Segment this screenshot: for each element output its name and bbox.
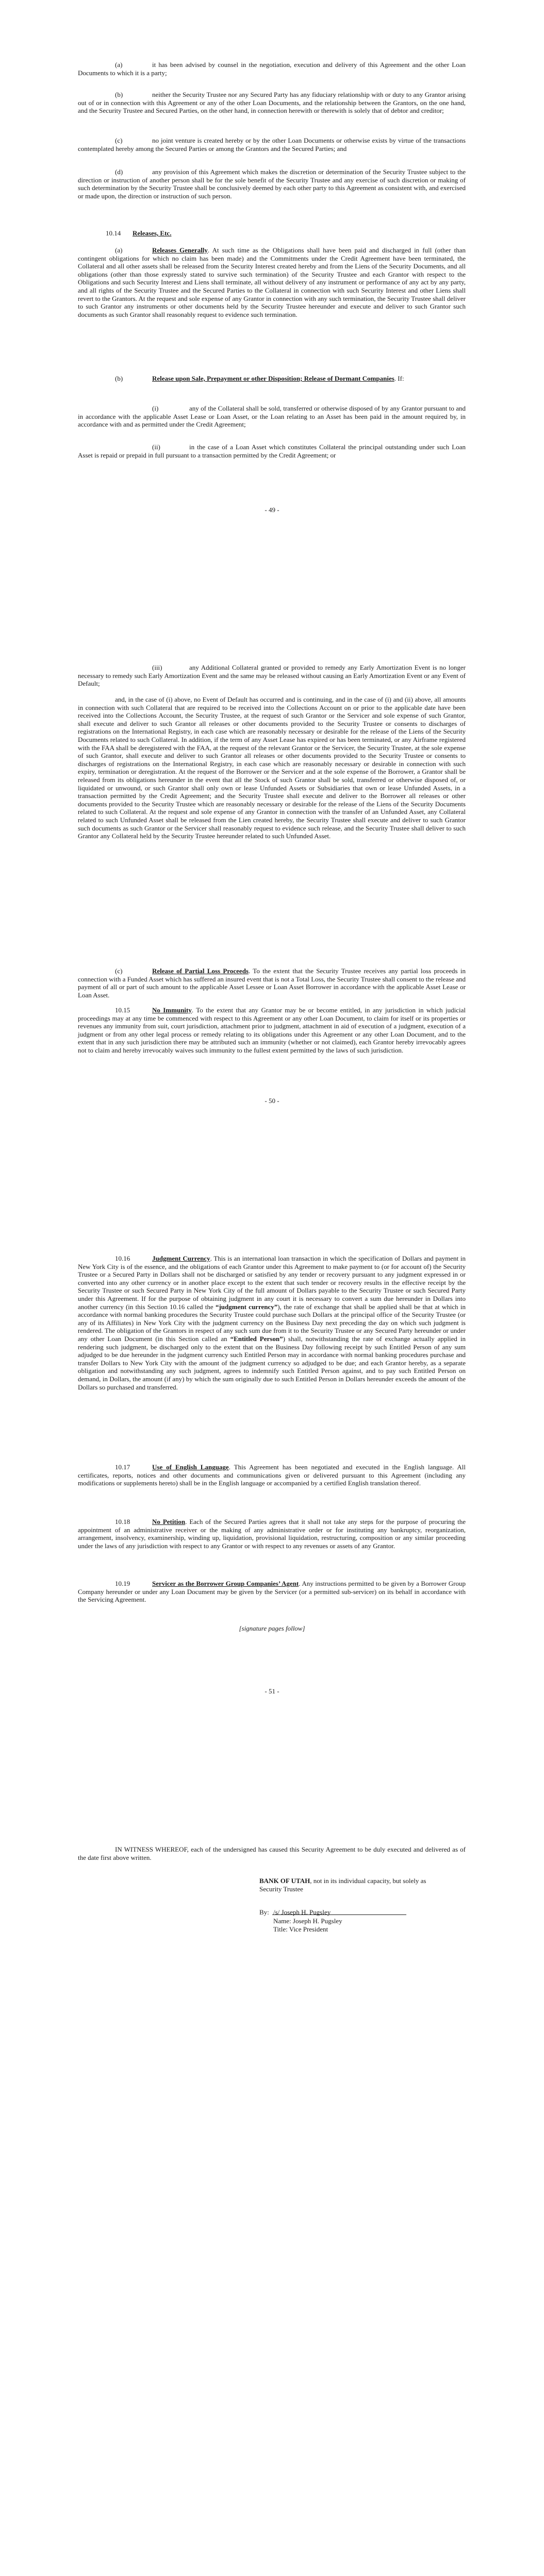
paragraph-text: ), the rate of exchange that shall be applied shall be that at which in accordance with normal banking procedures the Security Trustee could purchase such Dollars at the principal office of the Security Trustee (or any of its Affiliates) in New York City with the judgment currency on the Business Day next preceding the day on which such judgment is rendered. The obligation of the Grantors in respect of any such sum due from it to the Security Trustee or any Secured Party hereunder or under any other Loan Document (in this Section called an (78, 1302, 466, 1343)
defined-term: “judgment currency” (215, 1302, 278, 1311)
paragraph-text: . Any instructions permitted to be given by a Borrower Group Company hereunder or under any Loan Document may be given by the Servicer (or a permitted sub-servicer) on its behalf in accordance with the Servicing Agreement. (78, 1580, 466, 1604)
paragraph-title: Releases Generally (152, 246, 208, 254)
section-number: 10.18 (115, 1518, 130, 1526)
paragraph-text: . To the extent that any Grantor may be or become entitled, in any jurisdiction in which judicial proceedings may at any time be commenced with respect to this Agreement or any other Loan Document, to claim for itself or its properties or revenues any immunity from suit, court jurisdiction, attachment prior to judgment, attachment in aid of execution of a judgment, execution of a judgment or from any other legal process or remedy relating to its obligations under this Agreement or any other Loan Document, and to the extent that in any such jurisdiction there may be attributed such an immunity (whether or not claimed), each Grantor hereby irrevocably agrees not to claim and hereby irrevocably waives such immunity to the fullest extent permitted by the laws of such jurisdiction. (78, 1006, 466, 1054)
paragraph-title: Release of Partial Loss Proceeds (152, 967, 249, 975)
paragraph-label: (b) (115, 91, 123, 98)
paragraph-text: no joint venture is created hereby or by the other Loan Documents or otherwise exists by virtue of the transactions contemplated hereby among the Secured Parties or among the Grantors and the Secured Parties; and (78, 137, 466, 152)
paragraph-text: . At such time as the Obligations shall have been paid and discharged in full (other than contingent obligations for which no claim has been made) and the Commitments under the Credit Agreement have been terminated, the Collateral and all other assets shall be released from the Security Interest created hereby and from the Liens of the Security Documents, and all obligations (other than those expressly stated to survive such termination) of the Security Trustee and each Grantor with respect to the Obligations and such Security Interest and Liens shall terminate, all without delivery of any instrument or performance of any act by any party, and all rights of the Security Trustee and the Secured Parties to the Collateral in connection with such Security Interest and other Liens shall revert to the Grantors. At the request and sole expense of any Grantor in connection with any such termination, the Security Trustee shall deliver to such Grantor any instruments or other documents held by the Security Trustee hereunder and execute and deliver to such Grantor such documents as such Grantor shall reasonably request to evidence such termination. (78, 246, 466, 318)
paragraph-text: IN WITNESS WHEREOF, each of the undersigned has caused this Security Agreement to be duly executed and delivered as of the date first above written. (78, 1845, 466, 1861)
section-number: 10.16 (115, 1255, 130, 1262)
paragraph-text: . Each of the Secured Parties agrees that it shall not take any steps for the purpose of procuring the appointment of an administrative receiver or the making of any administrative order or for instituting any bankruptcy, reorganization, arrangement, insolvency, examinership, winding up, liquidation, provisional liquidation, restructuring, composition or any similar proceeding under the laws of any jurisdiction with respect to any Grantor or with respect to any revenues or assets of any Grantor. (78, 1518, 466, 1550)
section-number: 10.15 (115, 1006, 130, 1014)
paragraph-label: (d) (115, 168, 123, 176)
paragraph-text: . To the extent that the Security Trustee receives any partial loss proceeds in connection with a Funded Asset which has suffered an insured event that is not a Total Loss, the Security Trustee shall consent to the release and payment of all or part of such amount to the applicable Asset Lessee or Loan Asset Borrower in accordance with the applicable Asset Lease or Loan Asset. (78, 967, 466, 999)
paragraph-b (78, 91, 466, 115)
section-10-19-paragraph (78, 1580, 466, 1604)
page-number-51: - 51 - (265, 1687, 279, 1695)
paragraph-text: it has been advised by counsel in the negotiation, execution and delivery of this Agreement and the other Loan Documents to which it is a party; (78, 61, 466, 77)
paragraph-d (78, 168, 466, 200)
paragraph-label: (ii) (152, 443, 160, 451)
section-number: 10.14 (106, 229, 121, 237)
section-number: 10.17 (115, 1463, 130, 1471)
paragraph-label: (c) (115, 137, 123, 144)
signature: /s/ Joseph H. Pugsley (273, 1908, 331, 1916)
paragraph-text: . This Agreement has been negotiated and executed in the English language. All certificates, reports, notices and other documents and communications given or delivered pursuant to this Agreement (including any modifications or supplements hereto) shall be in the English language or accompanied by a certified English translation thereof. (78, 1463, 466, 1487)
release-c-paragraph (78, 967, 466, 999)
defined-term: “Entitled Person” (230, 1334, 283, 1343)
paragraph-label: (a) (115, 246, 123, 254)
by-label: By: (259, 1908, 269, 1916)
paragraph-text: and, in the case of (i) above, no Event of Default has occurred and is continuing, and in the case of (i) and (ii) above, all amounts in connection with such Collateral that are required to be received into the Collections Account on or prior to the applicable date have been received into the Collections Account, the Security Trustee, at the request of such Grantor or the Servicer and sole expense of such Grantor, shall execute and deliver to such Grantor all releases or other documents provided to the Security Trustee or consents to discharges of registrations on the International Registry, in each case which are reasonably necessary or desirable for the release of the Liens of the Security Documents related to such Collateral. In addition, if the term of any Asset Lease has expired or has been terminated, or any Airframe registered with the FAA shall be deregistered with the FAA, at the request of the relevant Grantor or the Servicer, the Security Trustee, at the sole expense of such Grantor, shall execute and deliver to such Grantor all releases or other documents provided to the Security Trustee or consents to discharges of registrations on the International Registry, in each case which are reasonably necessary or desirable in connection with such expiry, termination or deregistration. At the request of the Borrower or the Servicer and at the sole expense of the Borrower, a Grantor shall be released from its obligations hereunder in the event that all the Stock of such Grantor shall be sold, transferred or otherwise disposed of, or liquidated or unwound, or such Grantor shall only own or lease Unfunded Assets or Subsidiaries that own or lease Unfunded Assets, in a transaction permitted by the Credit Agreement; and the Security Trustee shall execute and deliver to the Borrower all releases or other documents provided to the Security Trustee which are reasonably necessary or desirable for the release of the Liens of the Security Documents related to such Collateral. At the request and sole expense of any Grantor in connection with the transfer of an Unfunded Asset, any Collateral related to such Unfunded Asset shall be released from the Lien created hereby, the Security Trustee shall execute and deliver to such Grantor such documents as such Grantor or the Servicer shall reasonably request to evidence such release, and the Security Trustee shall deliver to such Grantor any Collateral held by the Security Trustee hereunder related to such Unfunded Asset. (78, 696, 466, 840)
signatory-entity (259, 1877, 430, 1893)
paragraph-c (78, 137, 466, 152)
release-a-paragraph (78, 246, 466, 318)
paragraph-text: neither the Security Trustee nor any Secured Party has any fiduciary relationship with or duty to any Grantor arising out of or in connection with this Agreement or any of the other Loan Documents, and the relationship between the Grantors, on the one hand, and the Security Trustee and Secured Parties, on the other hand, in connection herewith or therewith is solely that of debtor and creditor; (78, 91, 466, 115)
paragraph-label: (b) (115, 375, 123, 382)
paragraph-text: in the case of a Loan Asset which constitutes Collateral the principal outstanding under such Loan Asset is repaid or prepaid in full pursuant to a transaction permitted by the Credit Agreement; or (78, 443, 466, 459)
paragraph-text: . This is an international loan transaction in which the specification of Dollars and payment in New York City is of the essence, and the obligations of each Grantor under this Agreement to make payment to (or for account of) the Security Trustee or a Secured Party in Dollars shall not be discharged or satisfied by any tender or recovery pursuant to any judgment expressed in or converted into any other currency or in another place except to the extent that such tender or recovery results in the effective receipt by the Security Trustee or such Secured Party in New York City of the full amount of Dollars payable to the Security Trustee or such Secured Party under this Agreement. If for the purpose of obtaining judgment in any court it is necessary to convert a sum due hereunder in Dollars into another currency (in this Section 10.16 called the (78, 1255, 466, 1311)
paragraph-text: ) shall, notwithstanding the rate of exchange actually applied in rendering such judgment, be discharged only to the extent that on the Business Day following receipt by such Entitled Person of any sum adjudged to be due hereunder in the judgment currency such Entitled Person may in accordance with normal banking procedures purchase and transfer Dollars to New York City with the amount of the judgment currency so adjudged to be due; and each Grantor hereby, as a separate obligation and notwithstanding any such judgment, agrees to indemnify such Entitled Person against, and to pay such Entitled Person on demand, in Dollars, the amount (if any) by which the sum originally due to such Entitled Person in Dollars hereunder exceeds the amount of the Dollars so purchased and transferred. (78, 1334, 466, 1391)
entity-capacity: , not in its individual capacity, but solely as Security Trustee (259, 1877, 426, 1893)
section-10-15-paragraph (78, 1006, 466, 1055)
section-title: Use of English Language (152, 1463, 229, 1471)
release-b-paragraph (78, 375, 466, 383)
section-title: Releases, Etc. (133, 229, 172, 237)
release-b-iii-paragraph (78, 664, 466, 688)
section-10-14-heading (106, 229, 467, 238)
section-title: No Immunity (152, 1006, 192, 1014)
paragraph-label: (a) (115, 61, 123, 69)
section-title: Judgment Currency (152, 1255, 210, 1262)
paragraph-label: (i) (152, 404, 159, 412)
paragraph-text: any provision of this Agreement which makes the discretion or determination of the Security Trustee subject to the direction or instruction of another person shall be for the sole benefit of the Security Trustee and any exercise of such discretion or making of such determination by the Security Trustee shall be conclusively deemed by each other party to this Agreement as consistent with, and exercised or made upon, the direction or instruction of such person. (78, 168, 466, 200)
paragraph-text: . If: (394, 375, 404, 382)
in-witness-paragraph (78, 1845, 466, 1861)
section-title: Servicer as the Borrower Group Companies’ Agent (152, 1580, 299, 1587)
signatory-name: Name: Joseph H. Pugsley (273, 1917, 342, 1925)
page-number-49: - 49 - (265, 506, 279, 514)
entity-name: BANK OF UTAH (259, 1877, 310, 1885)
section-10-17-paragraph (78, 1463, 466, 1487)
paragraph-label: (c) (115, 967, 123, 975)
section-number: 10.19 (115, 1580, 130, 1587)
page-number-50: - 50 - (265, 1097, 279, 1105)
paragraph-label: (iii) (152, 664, 162, 671)
paragraph-a (78, 61, 466, 77)
paragraph-text: any of the Collateral shall be sold, transferred or otherwise disposed of by any Grantor pursuant to and in accordance with the applicable Asset Lease or Loan Asset, or the Loan relating to an Asset has been paid in the amount required by, in accordance with and as permitted under the Credit Agreement; (78, 404, 466, 429)
section-10-16-paragraph (78, 1255, 466, 1391)
release-and-paragraph (78, 696, 466, 840)
section-title: No Petition (152, 1518, 186, 1526)
release-b-i-paragraph (78, 404, 466, 429)
paragraph-title: Release upon Sale, Prepayment or other Disposition; Release of Dormant Companies (152, 375, 394, 382)
release-b-ii-paragraph (78, 443, 466, 459)
signature-pages-follow: [signature pages follow] (239, 1624, 305, 1632)
section-10-18-paragraph (78, 1518, 466, 1550)
signatory-title: Title: Vice President (273, 1925, 328, 1933)
paragraph-text: any Additional Collateral granted or provided to remedy any Early Amortization Event is no longer necessary to remedy such Early Amortization Event and the same may be released without causing an Early Amortization Event or any Event of Default; (78, 664, 466, 688)
